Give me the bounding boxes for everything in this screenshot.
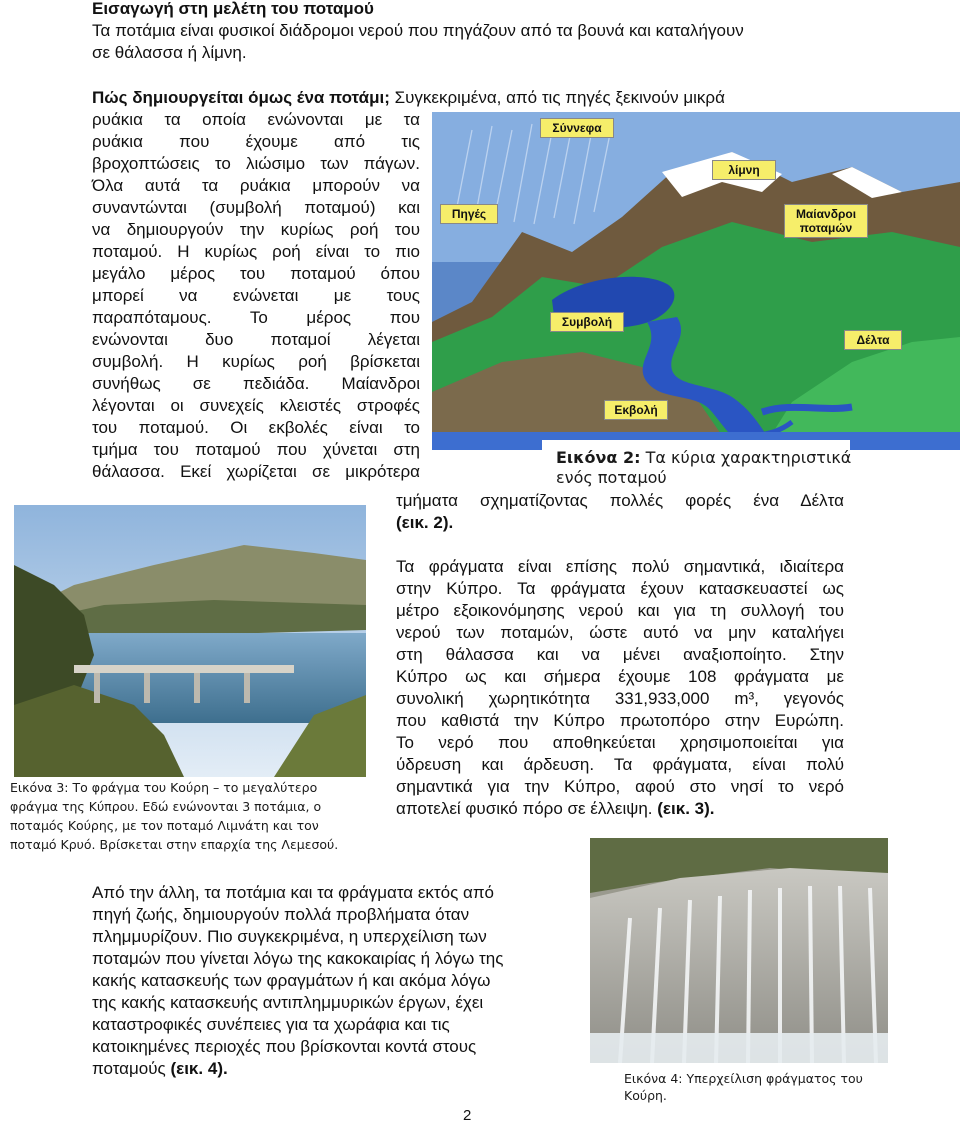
dams-line: στην Κύπρο. Τα φράγματα έχουν κατασκευαστεί ως <box>396 579 844 598</box>
dams-line: Κύπρο ως και σήμερα έχουμε 108 φράγματα με <box>396 667 844 686</box>
figure3-caption-line: ποταμό Κρυό. Βρίσκεται στην επαρχία της Λεμεσού. <box>10 837 339 852</box>
formation-line: ρυάκια τα οποία ενώνονται με τα <box>92 110 420 129</box>
intro-line-2: σε θάλασσα ή λίμνη. <box>92 43 247 62</box>
figure2-caption-rest: Τα κύρια χαρακτηριστικά <box>640 448 852 467</box>
formation-line: θάλασσα. Εκεί χωρίζεται σε μικρότερα <box>92 462 420 481</box>
formation-line: μπορεί να ενώνεται με τους <box>92 286 420 305</box>
dams-line: στη θάλασσα και να μένει αναξιοποίητο. Στην <box>396 645 844 664</box>
floods-line: της κακής κατασκευής αντιπλημμυρικών έργων, έχει <box>92 993 484 1012</box>
clouds-label: Σύννεφα <box>540 118 614 138</box>
dams-line: που καθιστά την Κύπρο πρωτοπόρο στην Ευρώπη. <box>396 711 844 730</box>
lake-label: λίμνη <box>712 160 776 180</box>
formation-question: Πώς δημιουργείται όμως ένα ποτάμι; <box>92 88 390 107</box>
formation-line: ρυάκια που έχουμε από τις <box>92 132 420 151</box>
river-diagram <box>432 112 960 450</box>
formation-first-line <box>92 87 852 109</box>
formation-line: ποταμού. Η κυρίως ροή είναι το πιο <box>92 242 420 261</box>
formation-line: συμβολή. Η κυρίως ροή βρίσκεται <box>92 352 420 371</box>
figure2-caption <box>556 448 851 468</box>
figure4-caption-line1: Εικόνα 4: Υπερχείλιση φράγματος του <box>624 1071 863 1086</box>
delta-label: Δέλτα <box>844 330 902 350</box>
dams-line: Τα φράγματα είναι επίσης πολύ σημαντικά, ιδιαίτερα <box>396 557 844 576</box>
formation-line: λέγονται οι συνεχείς κλειστές στροφές <box>92 396 420 415</box>
formation-line: συνήθως σε πεδιάδα. Μαίανδροι <box>92 374 420 393</box>
confluence-label: Συμβολή <box>550 312 624 332</box>
dams-line: συνολική χωρητικότητα 331,933,000 m³, γεγονός <box>396 689 844 708</box>
meanders-label: Μαίανδροι ποταμών <box>784 204 868 238</box>
river-diagram-graphic <box>432 112 960 450</box>
spillway-overflow-photo-graphic <box>590 838 888 1063</box>
floods-last-line-text: ποταμούς <box>92 1059 166 1078</box>
formation-line: βροχοπτώσεις το λιώσιμο των πάγων. <box>92 154 420 173</box>
formation-line: ενώνονται δυο ποταμοί λέγεται <box>92 330 420 349</box>
section-title: Εισαγωγή στη μελέτη του ποταμού <box>92 0 374 18</box>
floods-line: καταστροφικές συνέπειες για τα χωράφια και τις <box>92 1015 450 1034</box>
mouth-label: Εκβολή <box>604 400 668 420</box>
formation-first-line-rest: Συγκεκριμένα, από τις πηγές ξεκινούν μικρά <box>389 88 725 107</box>
figure4-caption-box <box>614 1066 884 1106</box>
floods-last-line <box>92 1058 228 1080</box>
formation-line: μεγάλο μέρος του ποταμού όπου <box>92 264 420 283</box>
spillway-overflow-photo <box>590 838 888 1063</box>
floods-line: πλημμυρίζουν. Πιο συγκεκριμένα, η υπερχείλιση των <box>92 927 487 946</box>
floods-ref: (εικ. 4). <box>170 1059 228 1078</box>
figure3-caption-line: Εικόνα 3: Το φράγμα του Κούρη – το μεγαλύτερο <box>10 780 318 795</box>
figure2-caption-line2: ενός ποταμού <box>556 468 667 487</box>
formation-line: συναντώνται (συμβολή ποταμού) και <box>92 198 420 217</box>
figure3-caption-line: φράγμα της Κύπρου. Εδώ ενώνονται 3 ποτάμια, ο <box>10 799 322 814</box>
floods-line: ποταμών που γίνεται λόγω της κακοκαιρίας ή λόγω της <box>92 949 504 968</box>
dams-last-line <box>396 798 714 820</box>
formation-line: τμήμα του ποταμού που χύνεται στη <box>92 440 420 459</box>
floods-line: πηγή ζωής, δημιουργούν πολλά προβλήματα όταν <box>92 905 470 924</box>
dams-line: Το νερό που αποθηκεύεται χρησιμοποιείται για <box>396 733 844 752</box>
dams-line: σημαντικά για την Κύπρο, αφού στο νησί το νερό <box>396 777 844 796</box>
formation-continuation: τμήματα σχηματίζοντας πολλές φορές ένα Δέλτα <box>396 491 844 510</box>
formation-line: Όλα αυτά τα ρυάκια μπορούν να <box>92 176 420 195</box>
dams-last-line-text: αποτελεί φυσικό πόρο σε έλλειψη. <box>396 799 653 818</box>
dams-ref: (εικ. 3). <box>657 799 715 818</box>
figure2-caption-prefix: Εικόνα 2: <box>556 448 641 467</box>
figure4-caption-line2: Κούρη. <box>624 1088 667 1103</box>
dams-line: μέτρο εξοικονόμησης νερού και για τη συλλογή του <box>396 601 844 620</box>
springs-label: Πηγές <box>440 204 498 224</box>
formation-line: να δημιουργούν την κυρίως ροή του <box>92 220 420 239</box>
formation-line: παραπόταμους. Το μέρος που <box>92 308 420 327</box>
dams-line: ύδρευση και άρδευση. Τα φράγματα, είναι πολύ <box>396 755 844 774</box>
intro-line-1: Τα ποτάμια είναι φυσικοί διάδρομοι νερού που πηγάζουν από τα βουνά και καταλήγουν <box>92 21 744 40</box>
formation-ref: (εικ. 2). <box>396 513 454 532</box>
dams-line: νερού των ποταμών, ώστε αυτό να μην καταλήγει <box>396 623 844 642</box>
kouris-dam-photo-graphic <box>14 505 366 777</box>
floods-line: κατοικημένες περιοχές που βρίσκονται κοντά στους <box>92 1037 477 1056</box>
kouris-dam-photo <box>14 505 366 777</box>
formation-line: του ποταμού. Οι εκβολές είναι το <box>92 418 420 437</box>
page-number: 2 <box>463 1107 472 1124</box>
figure2-caption-box <box>542 440 850 488</box>
floods-line: Από την άλλη, τα ποτάμια και τα φράγματα εκτός από <box>92 883 495 902</box>
figure3-caption-line: ποταμός Κούρης, με τον ποταμό Λιμνάτη και τον <box>10 818 319 833</box>
floods-line: κακής κατασκευής των φραγμάτων ή και ακόμα λόγω <box>92 971 491 990</box>
